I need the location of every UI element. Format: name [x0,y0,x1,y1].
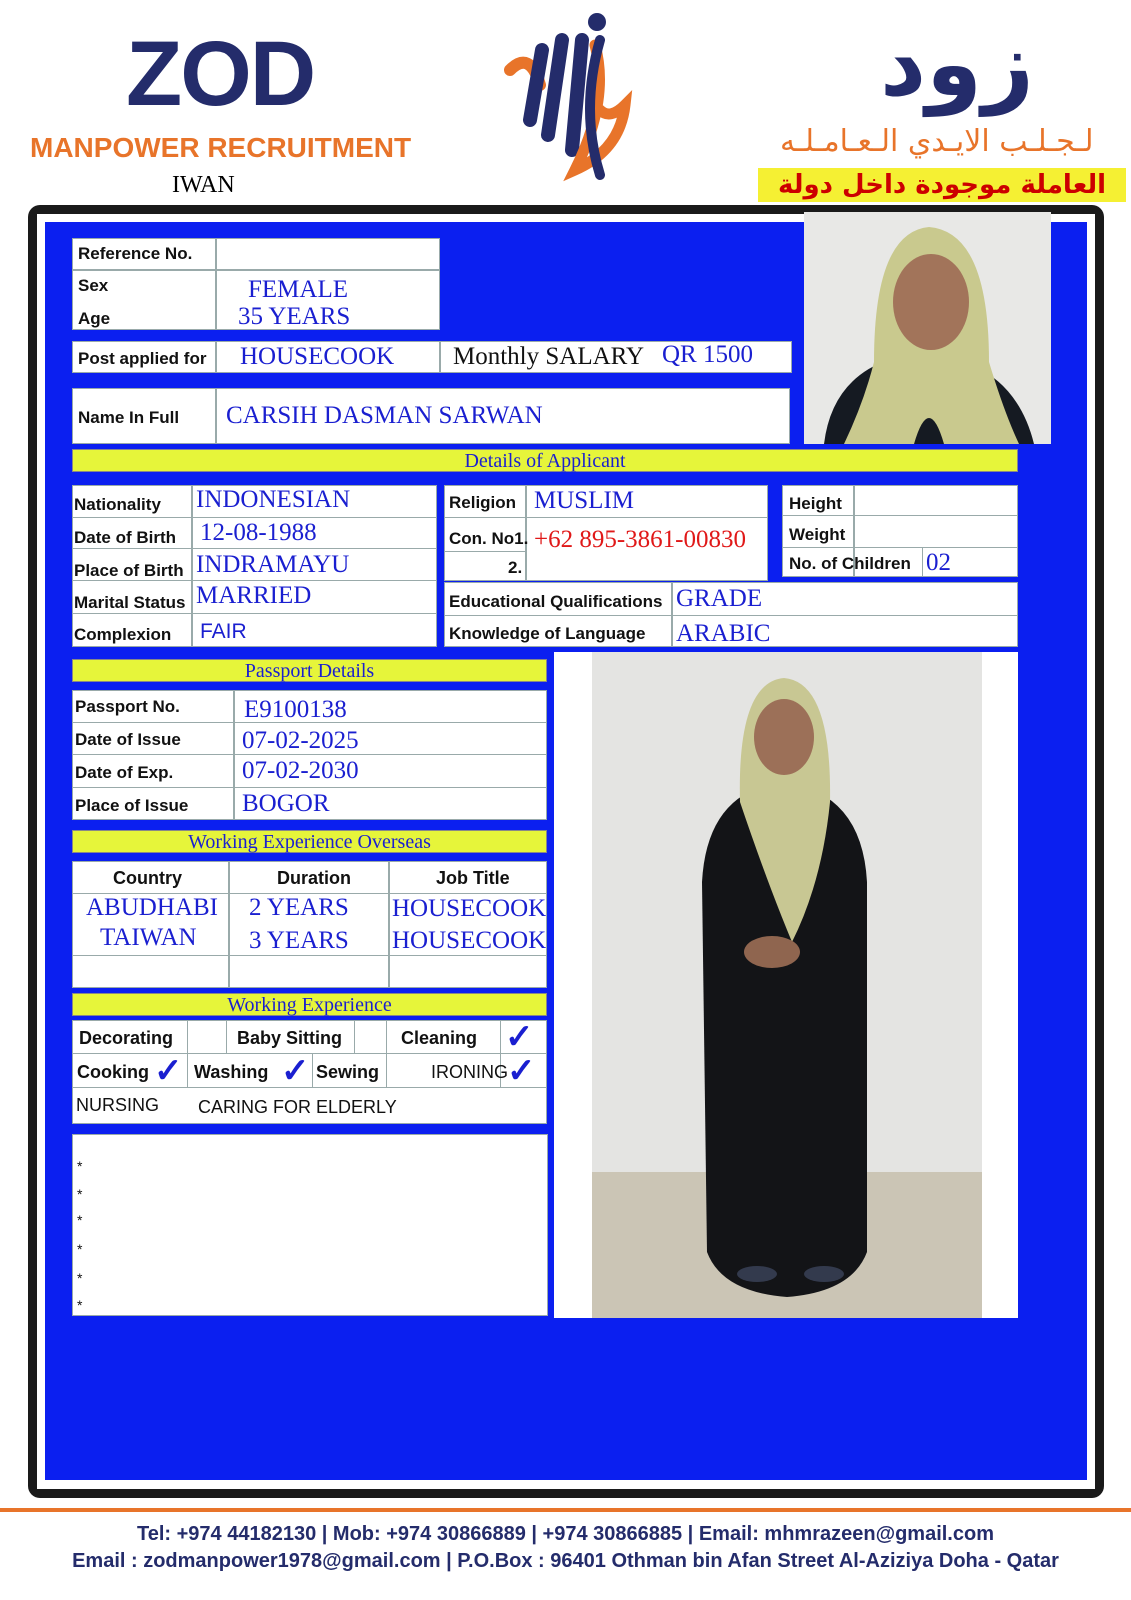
divider [782,515,1018,516]
notes-bullet: * [77,1241,83,1257]
post-label: Post applied for [78,349,207,368]
contact-value: +62 895-3861-00830 [534,526,746,553]
divider [782,547,1018,548]
cooking-check-icon: ✓ [154,1052,183,1090]
name-label: Name In Full [78,408,180,427]
age-label: Age [78,309,111,328]
overseas-row-1-job: HOUSECOOK [392,895,547,922]
passport-issue-value: 07-02-2025 [242,727,359,754]
children-label: No. of Children [789,554,911,573]
divider [444,615,1018,616]
notes-bullet: * [77,1212,83,1228]
reference-label: Reference No. [78,244,193,263]
nationality-value: INDONESIAN [196,486,351,513]
footer-address-line: Email : zodmanpower1978@gmail.com | P.O.Box : 96401 Othman bin Afan Street Al-Aziziya Doha - Qatar [72,1550,1059,1572]
divider [72,517,437,518]
religion-value: MUSLIM [534,487,635,514]
passport-section-header: Passport Details [72,659,547,682]
pob-value: INDRAMAYU [196,551,350,578]
notes-bullet: * [77,1297,83,1313]
brand-logo-text: ZOD [126,23,315,125]
salary-value: QR 1500 [662,341,753,368]
pob-label: Place of Birth [74,561,184,580]
overseas-section-header: Working Experience Overseas [72,830,547,853]
branch-name: IWAN [172,172,235,198]
divider [444,517,768,518]
divider [312,1054,313,1087]
overseas-row-2-country: TAIWAN [100,924,197,951]
overseas-row-2-duration: 3 YEARS [249,927,349,954]
skill-cooking: Cooking [77,1062,149,1082]
passport-place-value: BOGOR [242,790,330,817]
education-value: GRADE [676,585,763,612]
passport-exp-label: Date of Exp. [75,763,174,782]
arabic-subtitle: لـجـلـب الايـدي الـعـامـلـه [780,124,1094,159]
dob-value: 12-08-1988 [200,519,317,546]
religion-label: Religion [449,493,517,512]
skills-section-header: Working Experience [72,993,547,1016]
divider [72,613,437,614]
footer-contact-line: Tel: +974 44182130 | Mob: +974 30866889 | +974 30866885 | Email: mhmrazeen@gmail.com [137,1523,994,1545]
weight-label: Weight [789,525,846,544]
passport-place-label: Place of Issue [75,796,189,815]
divider [72,548,437,549]
divider [72,1053,547,1054]
name-value: CARSIH DASMAN SARWAN [226,402,543,429]
marital-label: Marital Status [74,593,186,612]
divider [187,1020,188,1054]
overseas-country-header: Country [113,868,182,888]
notes-bullet: * [77,1270,83,1286]
details-section-header: Details of Applicant [72,449,1018,472]
divider [72,955,547,956]
dob-label: Date of Birth [74,528,176,547]
footer-divider [0,1508,1131,1512]
post-value: HOUSECOOK [240,343,395,370]
overseas-job-header: Job Title [436,868,510,888]
age-value: 35 YEARS [238,303,351,330]
divider [922,548,923,577]
skill-nursing: NURSING [76,1095,160,1115]
language-value: ARABIC [676,620,771,647]
passport-no-value: E9100138 [244,696,347,723]
divider [72,1087,547,1088]
complexion-label: Complexion [74,625,172,644]
brand-subtitle: MANPOWER RECRUITMENT [30,132,412,163]
overseas-row-2-job: HOUSECOOK [392,927,547,954]
cleaning-check-icon: ✓ [505,1018,534,1056]
divider [444,551,526,552]
nationality-label: Nationality [74,495,161,514]
contact-label: Con. No1. [449,529,529,548]
divider [187,1054,188,1087]
notes-bullet: * [77,1186,83,1202]
skill-ironing: IRONING [431,1062,509,1082]
height-label: Height [789,494,842,513]
arabic-brand: زود [880,12,1034,117]
brand-figure-logo [500,10,680,190]
skill-sewing: Sewing [316,1062,380,1082]
passport-issue-label: Date of Issue [75,730,181,749]
contact2-label: 2. [508,558,523,577]
reference-value-cell [216,238,440,270]
divider [354,1020,355,1054]
overseas-row-1-duration: 2 YEARS [249,894,349,921]
notes-box [72,1134,548,1316]
overseas-row-1-country: ABUDHABI [86,894,218,921]
sex-label: Sex [78,276,109,295]
ironing-check-icon: ✓ [507,1052,536,1090]
education-label: Educational Qualifications [449,592,663,611]
notes-bullet: * [77,1158,83,1174]
skill-elderly-care: CARING FOR ELDERLY [198,1097,397,1117]
overseas-duration-header: Duration [277,868,351,888]
washing-check-icon: ✓ [281,1052,310,1090]
marital-value: MARRIED [196,582,312,609]
passport-exp-value: 07-02-2030 [242,757,359,784]
applicant-full-body-photo [592,652,982,1318]
sex-value: FEMALE [248,276,348,303]
divider [226,1020,227,1054]
passport-no-label: Passport No. [75,697,180,716]
applicant-portrait-photo [804,212,1051,444]
salary-label: Monthly SALARY [453,343,645,370]
divider [386,1020,387,1087]
skill-cleaning: Cleaning [401,1028,478,1048]
language-label: Knowledge of Language [449,624,646,643]
children-value: 02 [926,549,951,576]
skill-decorating: Decorating [79,1028,174,1048]
skill-baby-sitting: Baby Sitting [237,1028,343,1048]
divider [72,787,547,788]
skill-washing: Washing [194,1062,269,1082]
arabic-banner: العاملة موجودة داخل دولة [758,168,1126,202]
complexion-value: FAIR [200,620,247,643]
